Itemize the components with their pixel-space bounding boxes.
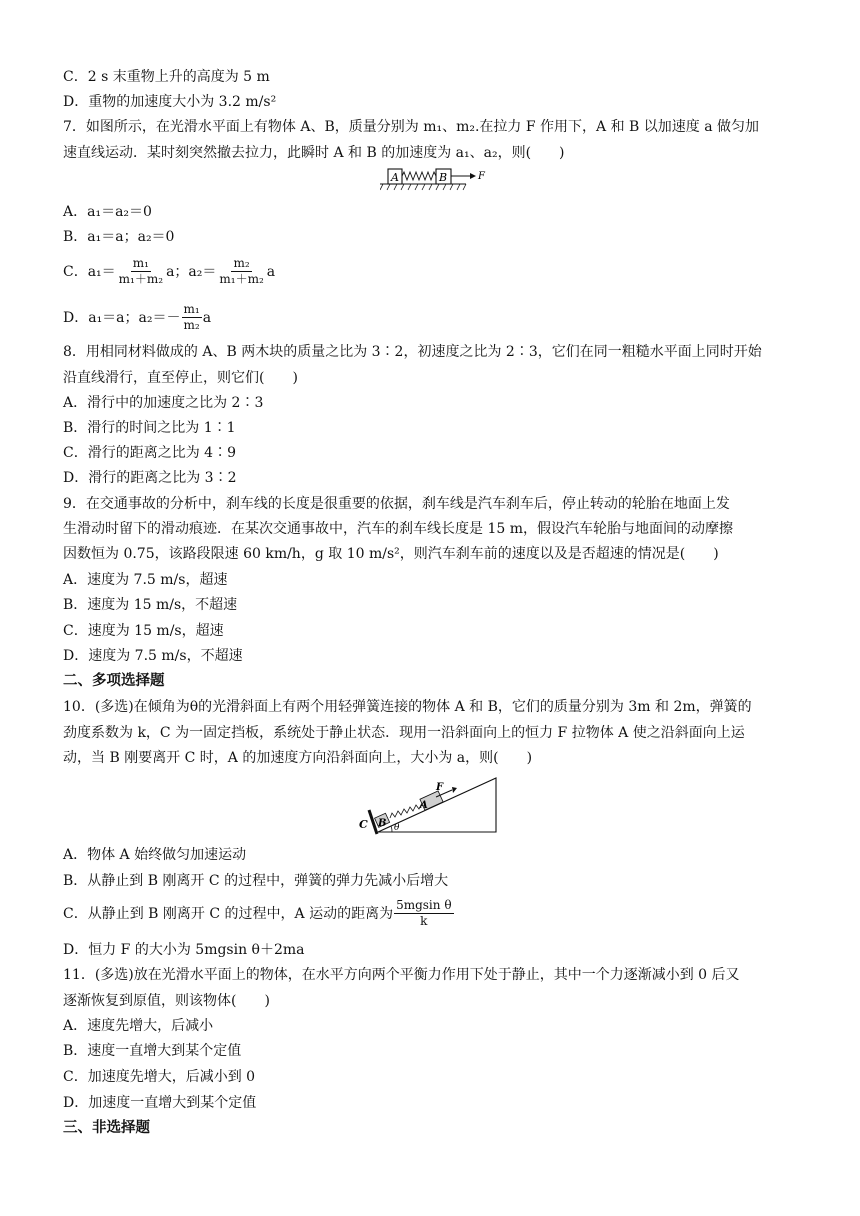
q11-option-d: D．加速度一直增大到某个定值 [63,1095,257,1111]
q10-stem-line-2: 劲度系数为 k，C 为一固定挡板，系统处于静止状态．现用一沿斜面向上的恒力 F 拉物体 A 使之沿斜面向上运 [63,725,745,741]
q6-option-d: D．重物的加速度大小为 3.2 m/s² [63,94,277,110]
q8-option-a: A．滑行中的加速度之比为 2∶3 [63,395,264,411]
q10-stem-line-3: 动，当 B 刚要离开 C 时，A 的加速度方向沿斜面向上，大小为 a，则( ) [63,750,533,766]
ground-hatch-icon [380,184,466,190]
q7-fig-label-a: A [391,171,399,184]
q9-stem-line-1: 9．在交通事故的分析中，刹车线的长度是很重要的依据，刹车线是汽车刹车后，停止转动的轮胎在地面上发 [63,496,730,512]
q9-option-c: C．速度为 15 m/s，超速 [63,623,224,639]
q9-option-b: B．速度为 15 m/s，不超速 [63,597,238,613]
q8-stem-line-2: 沿直线滑行，直至停止，则它们( ) [63,370,298,386]
q9-option-d: D．速度为 7.5 m/s，不超速 [63,648,243,664]
q10-stem-line-1: 10．(多选)在倾角为θ的光滑斜面上有两个用轻弹簧连接的物体 A 和 B，它们的质量分别为 3m 和 2m，弹簧的 [63,699,752,715]
q8-stem-line-1: 8．用相同材料做成的 A、B 两木块的质量之比为 3∶2，初速度之比为 2∶3，它们在同一粗糙水平面上同时开始 [63,344,762,360]
q9-option-a: A．速度为 7.5 m/s，超速 [63,572,228,588]
arrow-right-icon [470,173,476,179]
section-heading-non-choice: 三、非选择题 [63,1120,150,1136]
q7-d-fraction: $\frac{\text{m₁}}{\text{m₂}}$ [183,302,200,332]
q9-stem-line-3: 因数恒为 0.75，该路段限速 60 km/h，g 取 10 m/s²，则汽车刹车前的速度以及是否超速的情况是( ) [63,546,719,562]
q11-option-a: A．速度先增大，后减小 [63,1018,214,1034]
q10-fig-label-b: B [378,818,387,829]
q7-blocks-spring-figure [380,166,490,194]
q8-option-c: C．滑行的距离之比为 4∶9 [63,445,236,461]
q8-option-d: D．滑行的距离之比为 3∶2 [63,470,237,486]
q10-fig-label-c: C [359,818,368,831]
q6-option-c: C．2 s 末重物上升的高度为 5 m [63,69,270,85]
q7-stem-line-2: 速直线运动．某时刻突然撤去拉力，此瞬时 A 和 B 的加速度为 a₁、a₂，则( ) [63,145,565,161]
arrow-icon [452,787,457,793]
q9-stem-line-2: 生滑动时留下的滑动痕迹．在某次交通事故中，汽车的刹车线长度是 15 m，假设汽车轮胎与地面间的动摩擦 [63,521,733,537]
q7-option-b: B．a₁＝a；a₂＝0 [63,229,175,245]
q11-option-b: B．速度一直增大到某个定值 [63,1043,242,1059]
q10-option-d: D．恒力 F 的大小为 5mgsin θ＋2ma [63,942,305,958]
q10-fig-label-theta: θ [394,823,400,833]
q8-option-b: B．滑行的时间之比为 1∶1 [63,420,236,436]
q10-option-c: C．从静止到 B 刚离开 C 的过程中，A 运动的距离为 $\frac{\text{5mgsin θ}}{k}$ [63,898,452,928]
section-heading-multi-choice: 二、多项选择题 [63,673,165,689]
q10-incline-figure [356,776,501,838]
q7-option-d: D．a₁＝a；a₂＝－ $\frac{\text{m₁}}{\text{m₂}}$ a [63,302,212,332]
q11-option-c: C．加速度先增大，后减小到 0 [63,1069,256,1085]
q7-fig-label-f: F [478,171,485,182]
q7-c-fraction-2: $\frac{\text{m₂}}{\text{m₁＋m₂}}$ [219,256,264,286]
q11-stem-line-1: 11．(多选)放在光滑水平面上的物体，在水平方向两个平衡力作用下处于静止，其中一个力逐渐减小到 0 后又 [63,967,740,983]
spring-icon [390,803,424,818]
q10-fig-label-f: F [436,782,444,793]
q10-option-b: B．从静止到 B 刚离开 C 的过程中，弹簧的弹力先减小后增大 [63,873,449,889]
q7-stem-line-1: 7．如图所示，在光滑水平面上有物体 A、B，质量分别为 m₁、m₂.在拉力 F 作用下，A 和 B 以加速度 a 做匀加 [63,119,760,135]
q10-option-a: A．物体 A 始终做匀加速运动 [63,847,247,863]
spring-icon [402,172,436,180]
q7-fig-label-b: B [439,171,448,184]
q7-option-a: A．a₁＝a₂＝0 [63,204,152,220]
q7-c-fraction-1: $\frac{\text{m₁}}{\text{m₁＋m₂}}$ [118,256,164,286]
q10-fig-label-a: A [420,800,428,811]
q11-stem-line-2: 逐渐恢复到原值，则该物体( ) [63,993,270,1009]
q10-c-fraction: $\frac{\text{5mgsin θ}}{k}$ [396,898,452,928]
q7-option-c: C．a₁＝ $\frac{\text{m₁}}{\text{m₁＋m₂}}$ a；a₂＝ $\frac{\text{m₂}}{\text{m₁＋m₂}}$ a [63,256,276,286]
